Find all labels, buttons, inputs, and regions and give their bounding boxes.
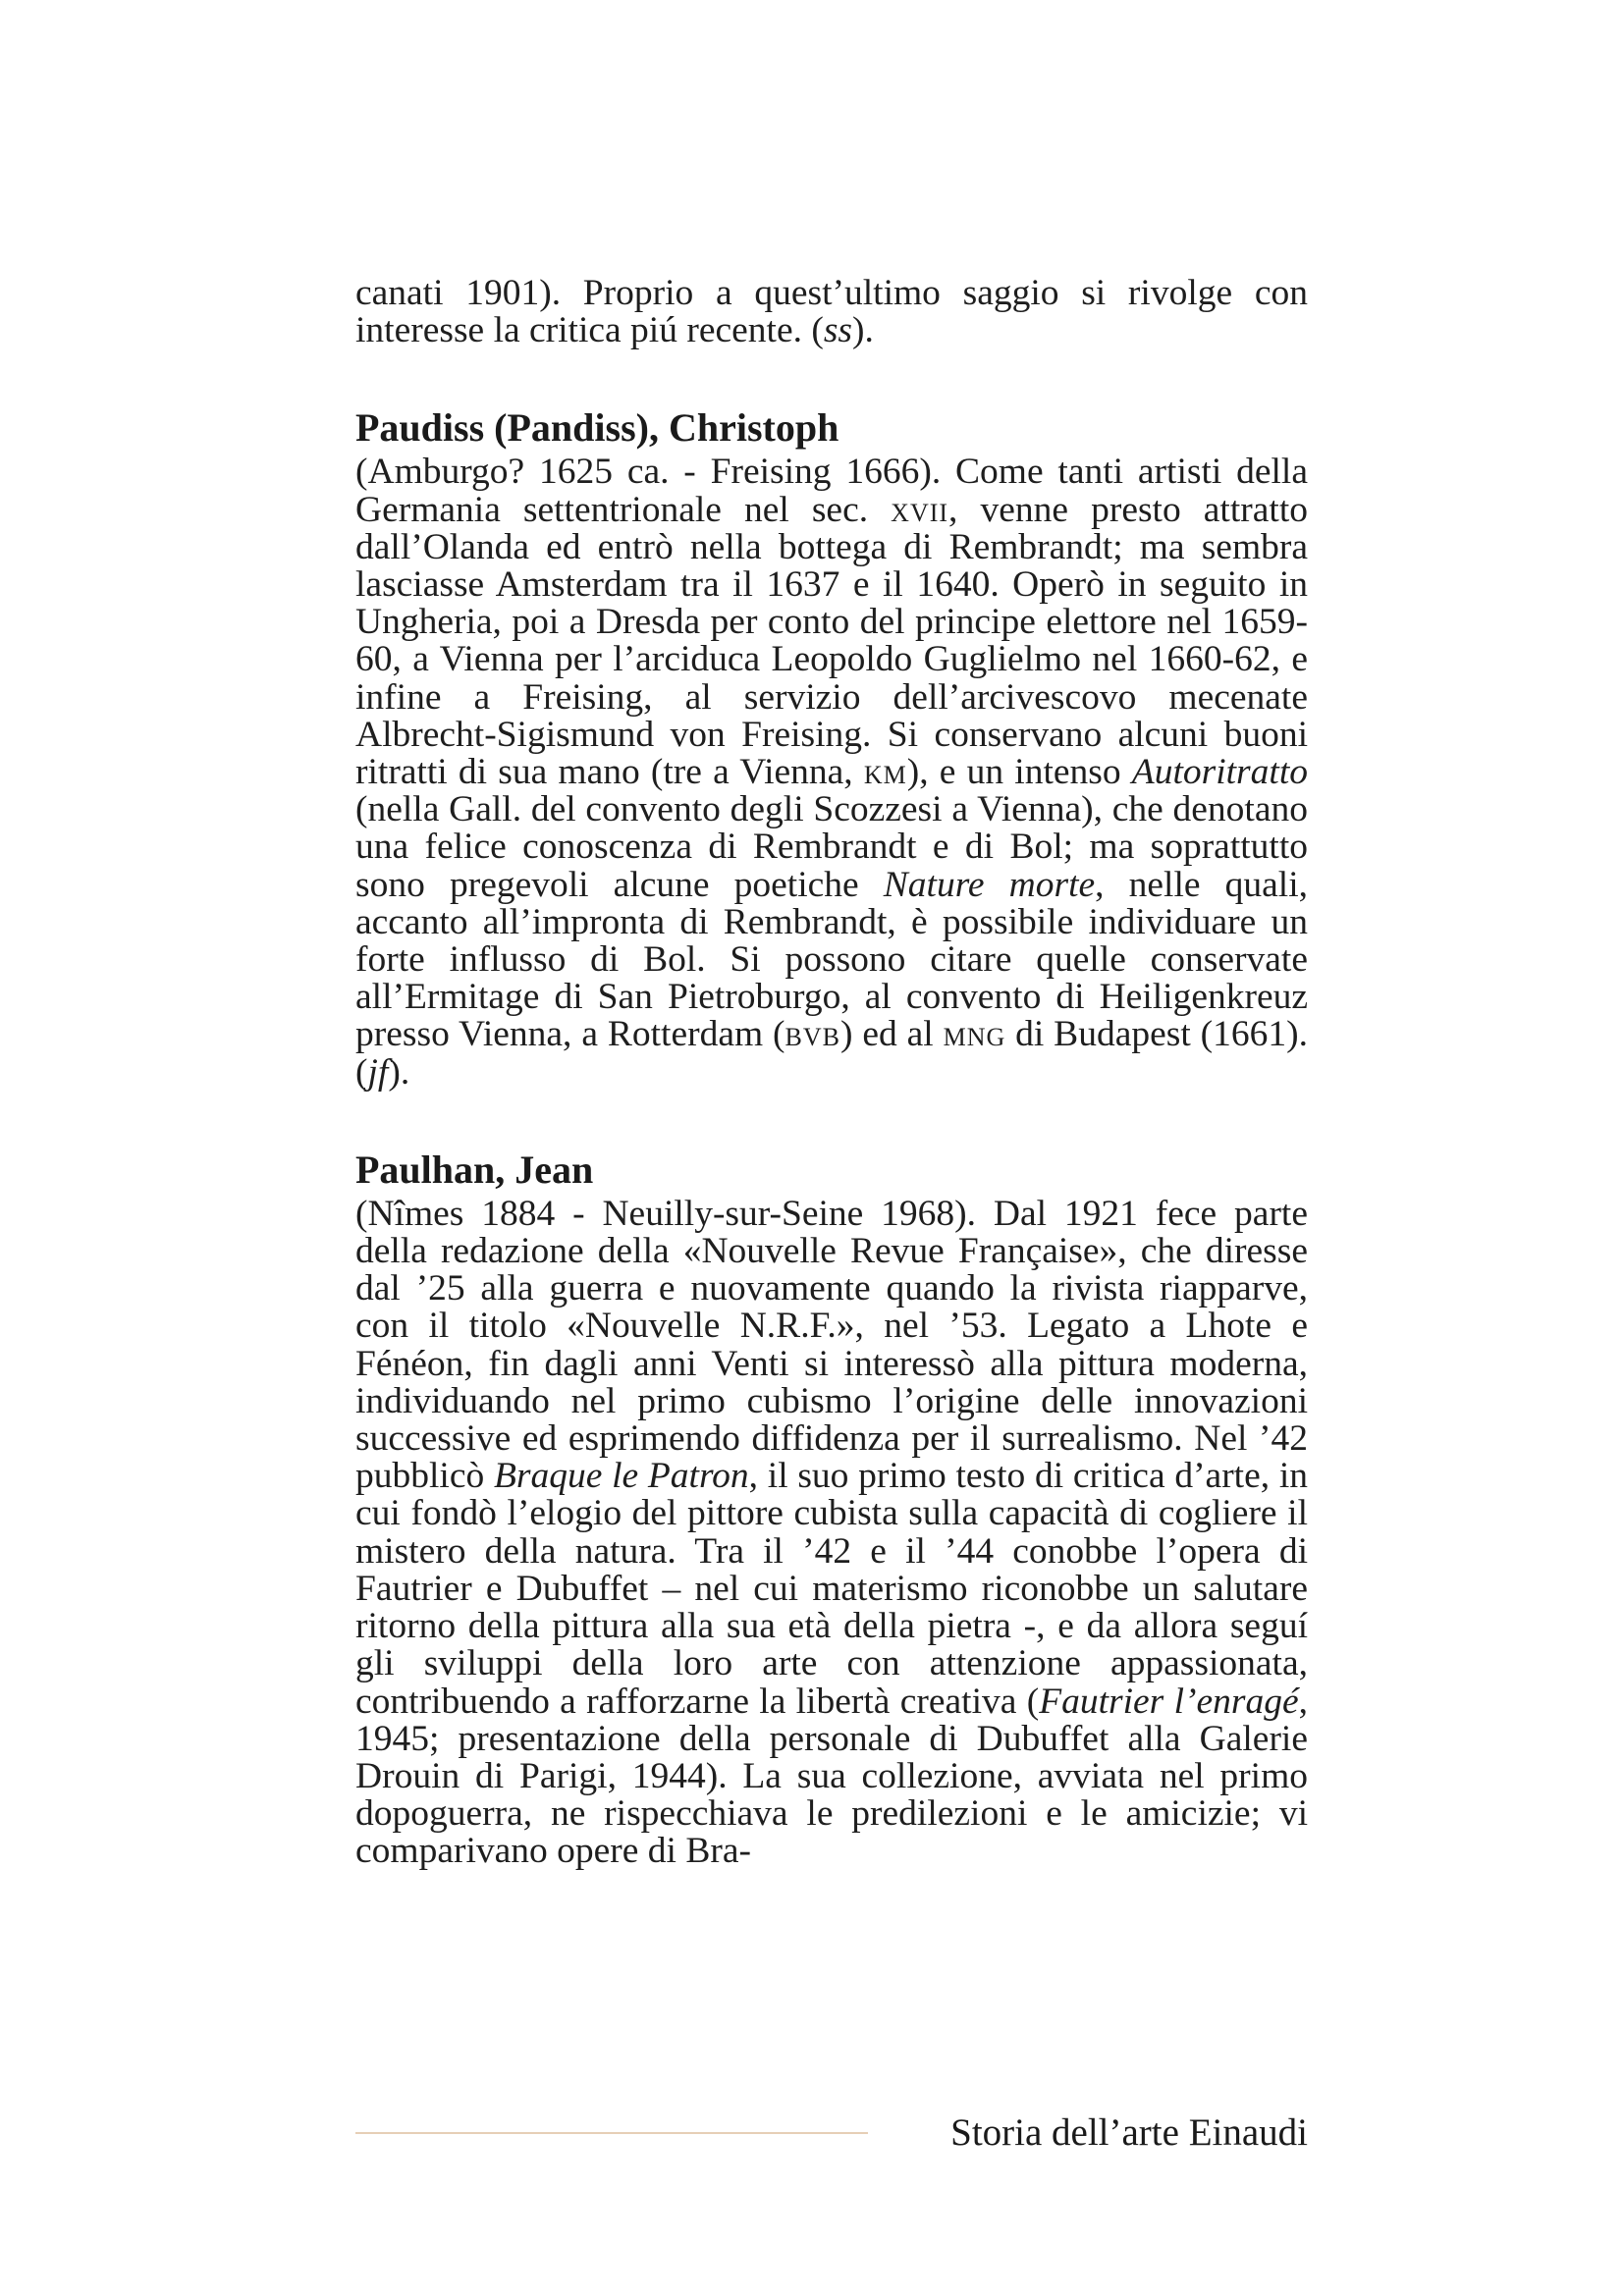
text-segment: , il suo primo testo di critica d’arte, in cui fondò l’elogio del pittore cubista sulla capacità di cogliere il mistero della natura. Tra il ’42 e il ’44 conobbe l’opera di Fautrier e Dubuffet – nel cui materismo riconobbe un salutare ritorno della pittura alla sua età della pietra -, e da allora seguí gli sviluppi della loro arte con attenzione appassionata, contribuendo a rafforzarne la libertà creativa ( bbox=[355, 1456, 1309, 1722]
text-segment: (nella Gall. del convento degli Scozzesi a Vienna), che denotano una felice conoscenza di Rembrandt e di Bol; ma soprattutto sono pregevoli alcune poetiche bbox=[355, 789, 1308, 905]
intro-text-end: ). bbox=[852, 310, 874, 351]
text-segment: , 1945; presentazione della personale di Dubuffet alla Galerie Drouin di Parigi, 1944). La sua collezione, avviata nel primo dopoguerra, ne rispecchiava le predilezioni e le amicizie; vi comparivano opere di Bra- bbox=[355, 1681, 1308, 1872]
museum-abbrev: mng bbox=[943, 1014, 1006, 1055]
century-abbrev: xvii bbox=[891, 489, 949, 530]
page-content bbox=[355, 275, 1308, 1871]
author-initials: ss bbox=[823, 310, 853, 351]
page-footer bbox=[355, 2110, 1308, 2160]
entry-body bbox=[355, 1193, 1309, 1872]
entry-title: Paudiss (Pandiss), Christoph bbox=[355, 405, 839, 451]
entry-paulhan bbox=[355, 1148, 1308, 1871]
work-title: Nature morte bbox=[883, 864, 1096, 905]
text-segment: ), e un intenso bbox=[906, 752, 1132, 793]
entry-paudiss bbox=[355, 406, 1308, 1091]
work-title: Braque le Patron bbox=[493, 1456, 749, 1497]
author-initials: jf bbox=[367, 1051, 389, 1093]
intro-text: canati 1901). Proprio a quest’ultimo saggio si rivolge con interesse la critica piú recente. ( bbox=[355, 273, 1308, 351]
museum-abbrev: km bbox=[863, 752, 907, 793]
entry-title: Paulhan, Jean bbox=[355, 1147, 594, 1192]
footer-rule bbox=[355, 2132, 868, 2134]
text-segment: ). bbox=[388, 1051, 410, 1093]
text-segment: di Budapest (1661). ( bbox=[355, 1014, 1308, 1093]
museum-abbrev: bvb bbox=[784, 1014, 840, 1055]
work-title: Fautrier l’enragé bbox=[1039, 1681, 1299, 1722]
text-segment: , venne presto attratto dall’Olanda ed entrò nella bottega di Rembrandt; ma sembra lasciasse Amsterdam tra il 1637 e il 1640. Operò in seguito in Ungheria, poi a Dresda per conto del principe elettore nel 1659-60, a Vienna per l’arciduca Leopoldo Guglielmo nel 1660-62, e infine a Freising, al servizio dell’arcivescovo mecenate Albrecht-Sigismund von Freising. Si conservano alcuni buoni ritratti di sua mano (tre a Vienna, bbox=[355, 489, 1308, 793]
text-segment: (Nîmes 1884 - Neuilly-sur-Seine 1968). Dal 1921 fece parte della redazione della «Nouvelle Revue Française», che diresse dal ’25 alla guerra e nuovamente quando la rivista riapparve, con il titolo «Nouvelle N.R.F.», nel ’53. Legato a Lhote e Fénéon, fin dagli anni Venti si interessò alla pittura moderna, individuando nel primo cubismo l’origine delle innovazioni successive ed esprimendo diffidenza per il surrealismo. Nel ’42 pubblicò bbox=[355, 1193, 1308, 1497]
text-segment: , nelle quali, accanto all’impronta di Rembrandt, è possibile individuare un forte influsso di Bol. Si possono citare quelle conservate all’Ermitage di San Pietroburgo, al convento di Heiligenkreuz presso Vienna, a Rotterdam ( bbox=[355, 864, 1309, 1055]
work-title: Autoritratto bbox=[1131, 752, 1308, 793]
text-segment: ) ed al bbox=[839, 1014, 944, 1055]
footer-series-title: Storia dell’arte Einaudi bbox=[950, 2111, 1308, 2154]
intro-paragraph bbox=[355, 275, 1308, 349]
entry-body bbox=[355, 454, 1308, 1091]
text-segment: (Amburgo? 1625 ca. - Freising 1666). Come tanti artisti della Germania settentrionale nel sec. bbox=[355, 452, 1308, 530]
